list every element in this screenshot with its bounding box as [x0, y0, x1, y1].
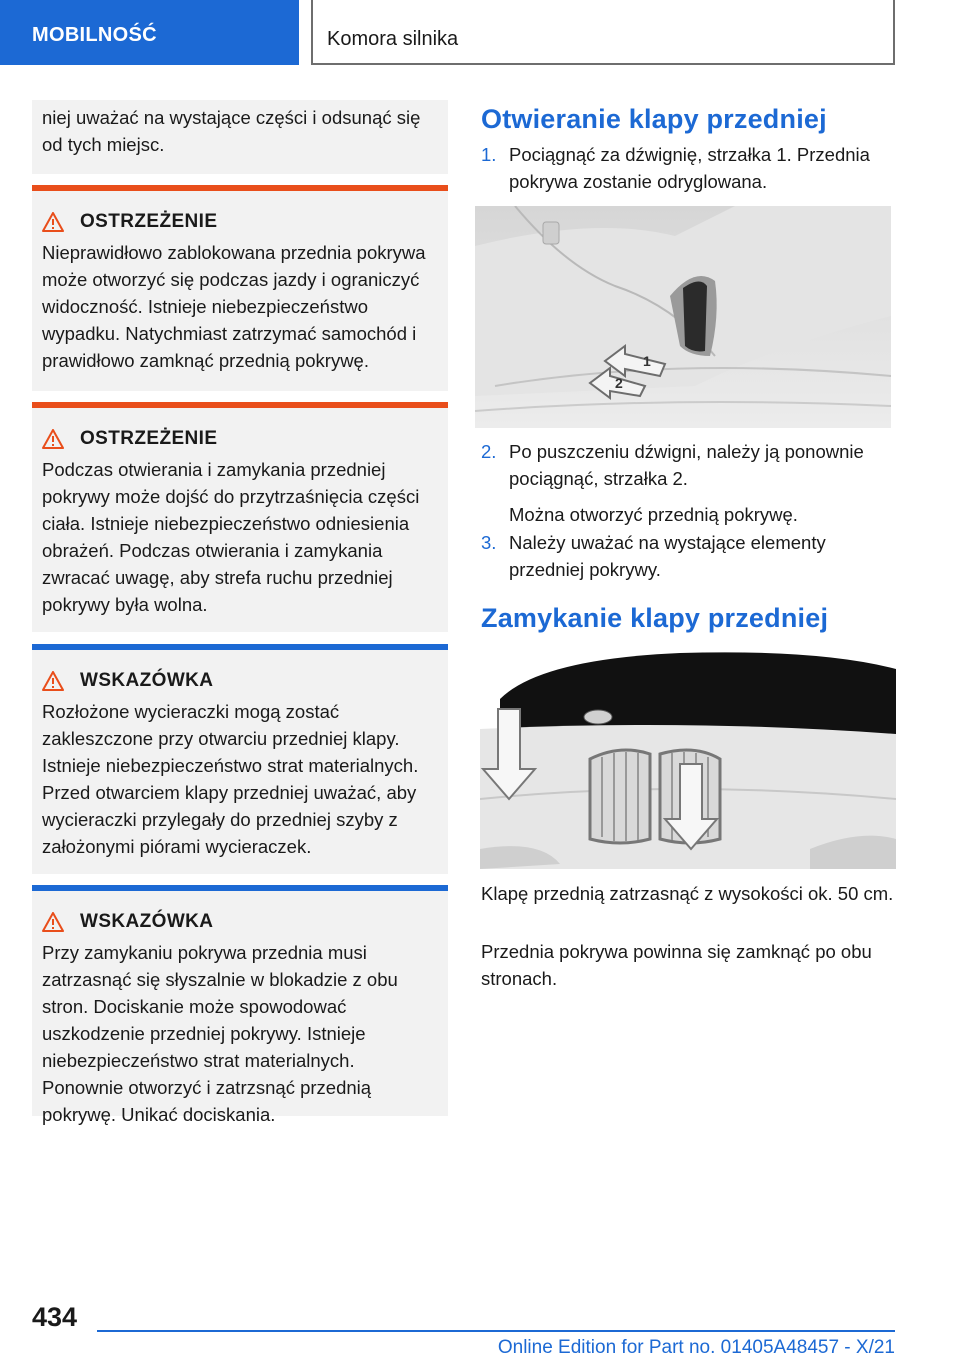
warning-triangle-icon: [42, 671, 64, 691]
open-heading: Otwieranie klapy przedniej: [481, 104, 827, 134]
svg-text:1: 1: [643, 353, 651, 369]
step-text: Po puszczeniu dźwigni, należy ją ponownie pociągnąć, strzałka 2.: [509, 441, 864, 489]
hood-release-lever-image: [475, 206, 891, 428]
notice-warning-1: [32, 185, 448, 391]
notice-hint-2: [32, 885, 448, 1125]
notice-bar: [32, 644, 448, 650]
step-number: 2.: [481, 441, 497, 462]
close-heading: Zamykanie klapy przedniej: [481, 603, 829, 633]
notice-title: OSTRZEŻENIE: [80, 428, 218, 449]
close-note: Przednia pokrywa powinna się zamknąć po obu stronach.: [481, 941, 872, 989]
page-title-text: Komora silnika: [327, 28, 459, 50]
car-hood-closing-image: [480, 649, 896, 869]
warning-triangle-icon: [42, 212, 64, 232]
intro-text: niej uważać na wystające części i odsunąć się od tych miejsc.: [42, 107, 421, 155]
step-subtext: Można otworzyć przednią pokrywę.: [509, 504, 798, 525]
notice-bar: [32, 185, 448, 191]
step-3: [481, 529, 901, 583]
section-tab[interactable]: [0, 0, 299, 65]
notice-text: Przy zamykaniu pokrywa przednia musi zatrzasnąć się słyszalnie w blokadzie z obu stron. Dociskanie może spowodować uszkodzenie przedniej pokrywy. Istnieje niebezpieczeństwo strat materialnych. Ponownie otworzyć i zatrzsnąć przednią pokrywę. Unikać dociskania.: [42, 942, 398, 1125]
notice-bar: [32, 402, 448, 408]
footer-edition[interactable]: Online Edition for Part no. 01405A48457 - X/21: [497, 1337, 895, 1358]
section-label: MOBILNOŚĆ: [32, 24, 157, 46]
page-title: [311, 0, 895, 65]
page-number: 434: [32, 1302, 78, 1332]
close-instruction: Klapę przednią zatrzasnąć z wysokości ok. 50 cm.: [481, 883, 894, 904]
step-text: Należy uważać na wystające elementy przedniej pokrywy.: [509, 532, 826, 580]
notice-title: WSKAZÓWKA: [80, 670, 214, 691]
warning-triangle-icon: [42, 912, 64, 932]
notice-text: Rozłożone wycieraczki mogą zostać zakleszczone przy otwarciu przedniej klapy. Istnieje niebezpieczeństwo strat materialnych. Przed otwarciem klapy przedniej uważać, aby wycieraczki przylegały do przedniej szyby z założonymi piórami wycieraczek.: [42, 701, 419, 857]
intro-box: [32, 100, 448, 174]
notice-text: Nieprawidłowo zablokowana przednia pokrywa może otworzyć się podczas jazdy i ograniczyć widoczność. Istnieje niebezpieczeństwo wypadku. Natychmiast zatrzymać samochód i prawidłowo zamknąć przednią pokrywę.: [42, 242, 426, 371]
step-1: [481, 141, 901, 195]
step-number: 1.: [481, 144, 497, 165]
warning-triangle-icon: [42, 429, 64, 449]
svg-text:2: 2: [615, 375, 623, 391]
notice-hint-1: [32, 644, 448, 874]
notice-bar: [32, 885, 448, 891]
notice-warning-2: [32, 402, 448, 632]
notice-title: OSTRZEŻENIE: [80, 211, 218, 232]
step-number: 3.: [481, 532, 497, 553]
footer-divider: [97, 1330, 895, 1332]
notice-text: Podczas otwierania i zamykania przedniej pokrywy może dojść do przytrzaśnięcia części ciała. Istnieje niebezpieczeństwo odniesienia obrażeń. Podczas otwierania i zamykania zwracać uwagę, aby strefa ruchu przedniej pokrywy była wolna.: [42, 459, 420, 615]
step-2: [481, 438, 901, 528]
notice-title: WSKAZÓWKA: [80, 911, 214, 932]
step-text: Pociągnąć za dźwignię, strzałka 1. Przednia pokrywa zostanie odryglowana.: [509, 144, 870, 192]
